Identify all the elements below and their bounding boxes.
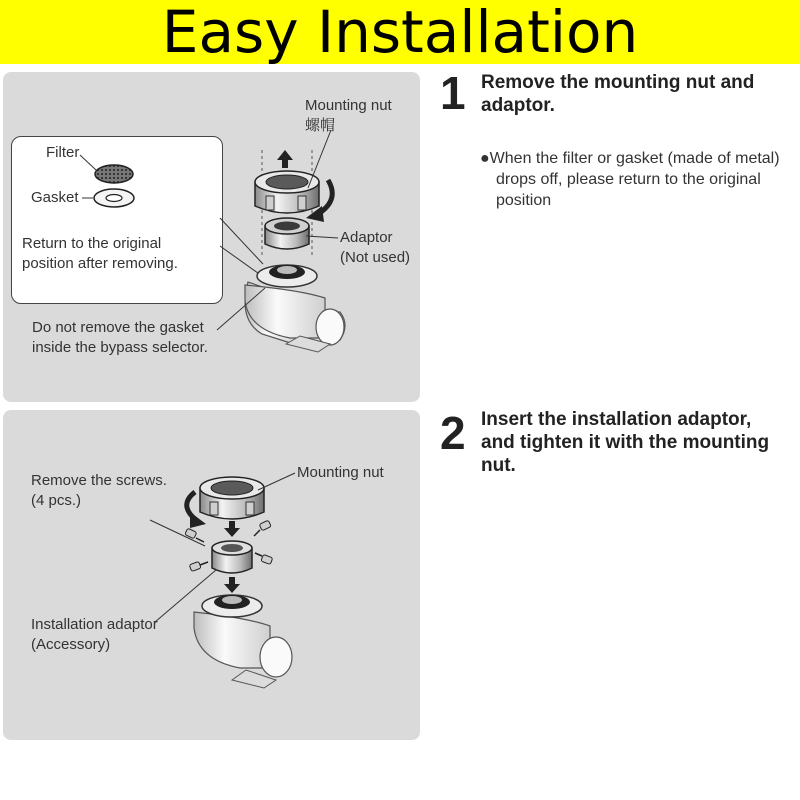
step1-title-line2: adaptor.: [481, 95, 555, 116]
bypass-selector-icon: [245, 265, 345, 352]
callout-text-line1: Return to the original: [22, 235, 162, 252]
screw-icon: [189, 561, 208, 571]
callout-text-line2: position after removing.: [22, 255, 178, 272]
accessory-label: (Accessory): [31, 636, 111, 653]
up-arrow-icon: [277, 150, 293, 168]
mounting-nut-label: Mounting nut: [297, 464, 384, 481]
screw-icon: [255, 553, 273, 564]
step1-note: [480, 148, 795, 211]
gasket-warning-line2: inside the bypass selector.: [32, 339, 208, 356]
screws-count-label: (4 pcs.): [31, 492, 82, 509]
filter-icon: [95, 165, 133, 183]
installation-adaptor-icon: [212, 541, 252, 573]
screw-icon: [185, 528, 204, 542]
filter-label: Filter: [46, 144, 80, 161]
step2-title-line2: and tighten it with the mounting: [481, 432, 770, 453]
step2-number: 2: [440, 407, 466, 459]
gasket-label: Gasket: [31, 189, 79, 206]
gasket-warning-line1: Do not remove the gasket: [32, 319, 204, 336]
bypass-selector-icon: [194, 595, 292, 688]
mounting-nut-icon: [200, 477, 264, 519]
adaptor-not-used-label: (Not used): [340, 249, 411, 266]
down-arrow-icon: [224, 577, 240, 593]
mounting-nut-icon: [255, 171, 319, 213]
step1-note-text: ●When the filter or gasket (made of metal) drops off, please return to the original position: [480, 150, 780, 209]
mounting-nut-label-cn: 螺帽: [305, 117, 336, 134]
step2-title-line1: Insert the installation adaptor,: [481, 409, 752, 430]
screw-icon: [254, 520, 271, 536]
gasket-icon: [94, 189, 134, 207]
step1-number: 1: [440, 67, 466, 119]
adaptor-icon: [265, 218, 309, 249]
adaptor-label: Adaptor: [340, 229, 393, 246]
step2-title-line3: nut.: [481, 455, 516, 476]
page-title: Easy Installation: [161, 0, 639, 66]
step1-title-line1: Remove the mounting nut and: [481, 72, 755, 93]
remove-screws-label: Remove the screws.: [31, 472, 167, 489]
down-arrow-icon: [224, 521, 240, 537]
installation-adaptor-label: Installation adaptor: [31, 616, 158, 633]
mounting-nut-label: Mounting nut: [305, 97, 392, 114]
